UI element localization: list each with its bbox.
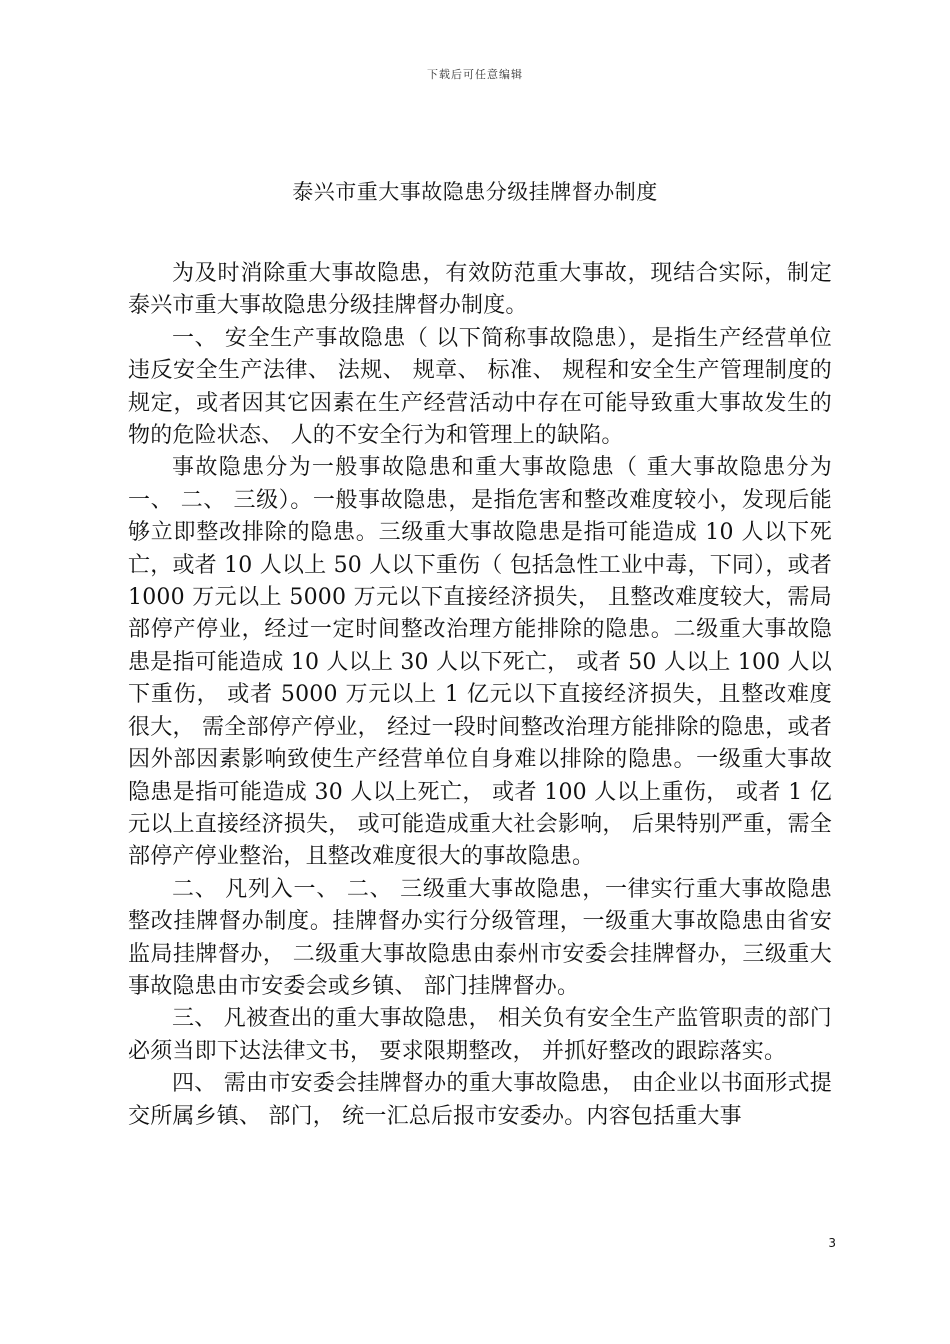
paragraph-section-3: 三、 凡被查出的重大事故隐患， 相关负有安全生产监管职责的部门必须当即下达法律文书， 要求限期整改， 并抓好整改的跟踪落实。 [128, 1006, 832, 1064]
header-note: 下载后可任意编辑 [427, 68, 523, 81]
paragraph-classification: 事故隐患分为一般事故隐患和重大事故隐患（ 重大事故隐患分为一、 二、 三级）。一般事故隐患，是指危害和整改难度较小，发现后能够立即整改排除的隐患。三级重大事故隐患是指可能造成 10 人以下死亡，或者 10 人以上 50 人以下重伤（ 包括急性工业中毒，下同），或者 1000 万元以上 5000 万元以下直接经济损失， 且整改难度较大，需局部停产停业，经过一定时间整改治理方能排除的隐患。二级重大事故隐患是指可能造成 10 人以上 30 人以下死亡， 或者 50 人以上 100 人以下重伤， 或者 5000 万元以上 1 亿元以下直接经济损失，且整改难度很大， 需全部停产停业， 经过一段时间整改治理方能排除的隐患，或者因外部因素影响致使生产经营单位自身难以排除的隐患。一级重大事故隐患是指可能造成 30 人以上死亡， 或者 100 人以上重伤， 或者 1 亿元以上直接经济损失， 或可能造成重大社会影响， 后果特别严重，需全部停产停业整治，且整改难度很大的事故隐患。 [128, 455, 832, 870]
paragraph-section-2: 二、 凡列入一、 二、 三级重大事故隐患，一律实行重大事故隐患整改挂牌督办制度。挂牌督办实行分级管理，一级重大事故隐患由省安监局挂牌督办， 二级重大事故隐患由泰州市安委会挂牌督办，三级重大事故隐患由市安委会或乡镇、 部门挂牌督办。 [128, 876, 832, 999]
document-title: 泰兴市重大事故隐患分级挂牌督办制度 [292, 180, 658, 204]
paragraph-section-1: 一、 安全生产事故隐患（ 以下简称事故隐患），是指生产经营单位违反安全生产法律、 法规、 规章、 标准、 规程和安全生产管理制度的规定，或者因其它因素在生产经营活动中存在可能导致重大事故发生的物的危险状态、 人的不安全行为和管理上的缺陷。 [128, 325, 832, 449]
page-number: 3 [828, 1236, 836, 1250]
paragraph-intro: 为及时消除重大事故隐患，有效防范重大事故，现结合实际，制定泰兴市重大事故隐患分级挂牌督办制度。 [128, 261, 832, 319]
paragraph-section-4: 四、 需由市安委会挂牌督办的重大事故隐患， 由企业以书面形式提交所属乡镇、 部门， 统一汇总后报市安委办。内容包括重大事 [128, 1071, 832, 1129]
document-body [128, 258, 832, 1133]
